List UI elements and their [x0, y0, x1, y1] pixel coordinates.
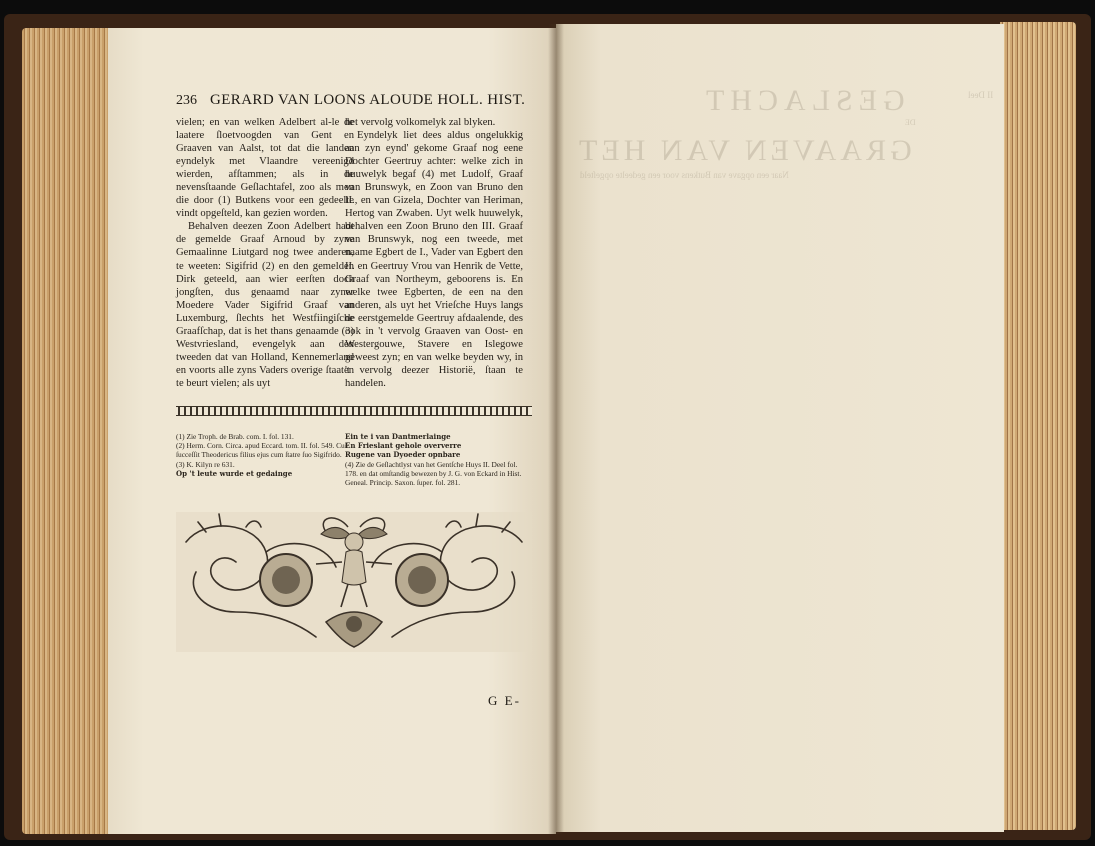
- left-page-edges: [22, 28, 112, 834]
- footnotes-right: [345, 432, 523, 487]
- ornamental-rule: [176, 406, 532, 416]
- bleed-title-de: DE: [905, 118, 916, 127]
- text-column-left: [176, 116, 354, 390]
- book-gutter: [548, 24, 564, 834]
- paragraph: het vervolg volkomelyk zal blyken.: [345, 117, 496, 128]
- footnote-blackletter: Op 't leute wurde et gedainge: [176, 468, 293, 478]
- bleed-title-line1: GESLACHT: [700, 84, 905, 117]
- right-page-edges: [1000, 22, 1076, 830]
- page-number: 236: [176, 93, 197, 108]
- page-header: [176, 92, 531, 114]
- paragraph: vielen; en van welken Adelbert al-le de laatere ſloetvoogden van Gent en Graaven van Aalst, tot dat die landen eyndelyk met Vlaandre vereenigd wierden, afſtammen; als in de nevensſtaande Geſlachtafel, zoo als men die door (1) Butkens voor een gedeelte vindt opgeſteld, kan gezien worden.: [176, 117, 354, 220]
- footnote-blackletter: Rugene van Dyoeder opnbare: [345, 450, 461, 460]
- bleed-top-corner: II Deel: [968, 90, 994, 100]
- catchword: G E-: [488, 693, 521, 708]
- cherub-vignette-ornament: [176, 512, 532, 652]
- paragraph: Eyndelyk liet dees aldus ongelukkig aan zyn eynd' gekome Graaf nog eene Dochter Geertruy achter: welke zich in huuwelyk begaf (4) met Ludolf, Graaf van Brunswyk, en Zoon van Bruno den II., en van Gizela, Dochter van Heriman, Hertog van Zwaben. Uyt welk huuwelyk, behalven een Zoon Bruno den III. Graaf van Brunswyk, nog een tweede, met naame Egbert de I., Vader van Egbert den II. en Geertruy Vrou van Henrik de Vette, Graaf van Northeym, geboorens is. En welke twee Egberten, de een na den anderen, als uyt het Vrieſche Huys langs de eerstgemelde Geertruy afdaalende, des ook in 't vervolg Graaven van Oost- en Westergouwe, Stavere en Islegowe geweest zyn; en van welke beyden wy, in 't vervolg deezer Historië, ſtaan te handelen.: [345, 130, 523, 389]
- footnote-blackletter: Ein te i van Dantmerlainge: [345, 432, 451, 441]
- footnote-blackletter: En Frieslant gehole oververre: [345, 441, 462, 451]
- running-title: GERARD VAN LOONS ALOUDE HOLL. HIST.: [210, 92, 526, 108]
- footnote: (4) Zie de Geſlachtlyst van het Gentſche Huys II. Deel fol. 178. en dat omſtandig bewezen by J. G. von Eckard in Hist. Geneal. Princip. Saxon. ſuper. fol. 281.: [345, 459, 522, 488]
- footnote: (2) Herm. Corn. Circa. apud Eccard. tom. II. fol. 549. Cui ſucceſſit Theodericus filius ejus cum ſtatre ſuo Sigifrido.: [176, 441, 347, 460]
- bleed-subtitle: Naar een opgave van Butkens voor een gedeelte opgeſteld: [580, 170, 789, 180]
- footnotes-left: [176, 432, 354, 478]
- paragraph: Behalven deezen Zoon Adelbert hadt de gemelde Graaf Arnoud by zyne Gemaalinne Liutgard nog twee anderen, te weeten: Sigifrid (2) en den gemelden Dirk geteeld, aan wier eerſten doch jongſten, dus genaamd naar zyner Moedere Vader Sigifrid Graaf van Luxemburg, ſlechts het Westfiingiſche Graafſchap, dat is het thans genaamde (3) Westvriesland, evengelyk aan den tweeden dat van Holland, Kennemerland en voorts alle zyns Vaders overige ſtaaten te beurt vielen; als uyt: [176, 221, 354, 389]
- bleed-title-line2: GRAAVEN VAN HET: [575, 134, 912, 167]
- footnote: (3) K. Kilyn re 631.: [176, 459, 235, 469]
- text-column-right: [345, 116, 523, 390]
- footnote: (1) Zie Troph. de Brab. com. I. fol. 131.: [176, 432, 294, 441]
